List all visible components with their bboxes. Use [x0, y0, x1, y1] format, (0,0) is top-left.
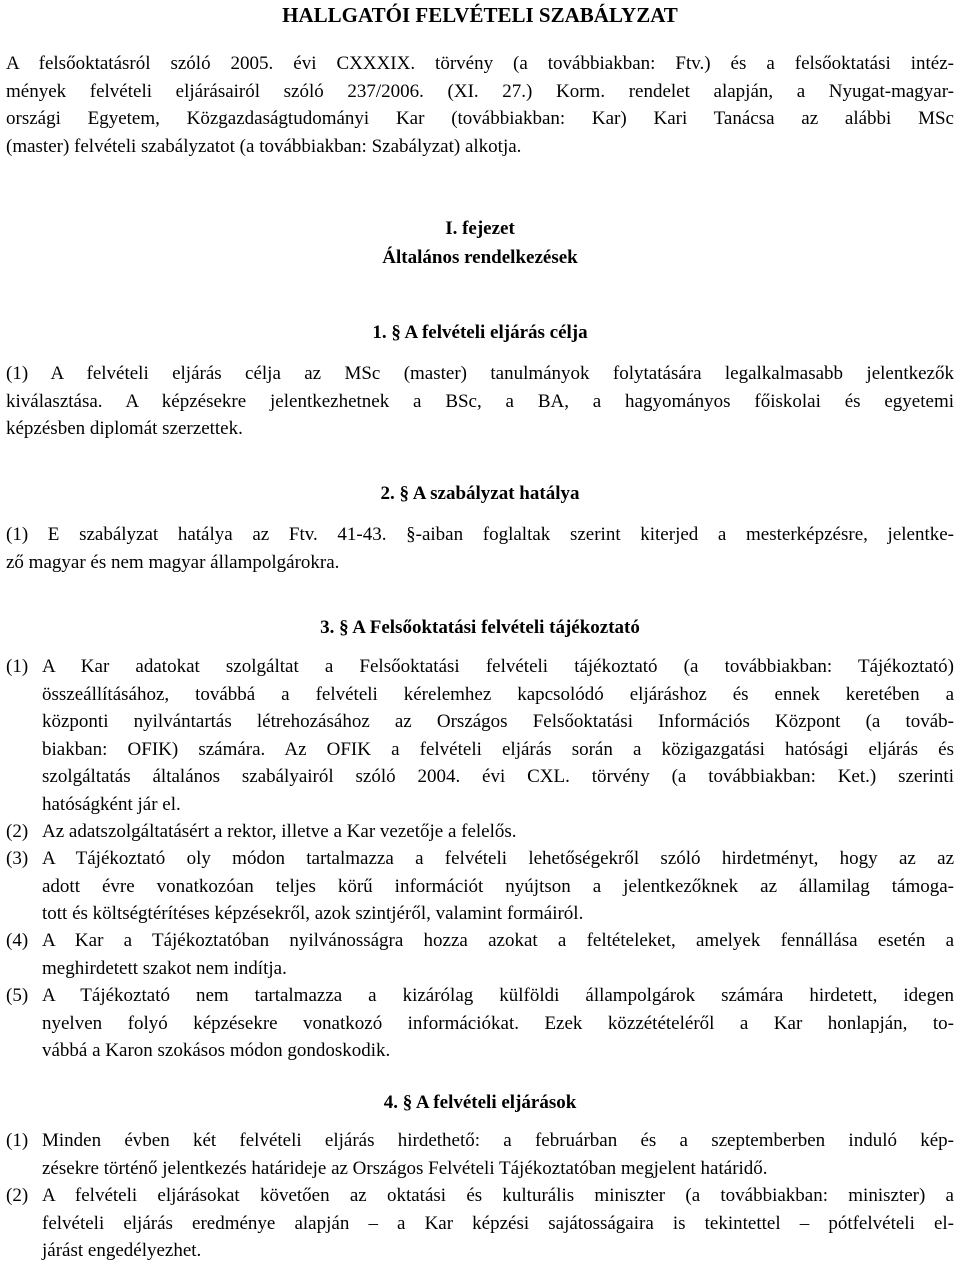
paragraph-line: szolgáltatás általános szabályairól szóló 2004. évi CXL. törvény (a továbbiakban: Ket.) szerinti [42, 766, 954, 787]
section-3-paragraph-2 [6, 818, 954, 846]
paragraph-line: kiválasztása. A képzésekre jelentkezhetnek a BSc, a BA, a hagyományos főiskolai és egyetemi [6, 390, 954, 412]
section-heading-1: 1. § A felvételi eljárás célja [372, 322, 588, 343]
intro-paragraph [6, 50, 954, 160]
paragraph-line: A Kar adatokat szolgáltat a Felsőoktatási felvételi tájékoztató (a továbbiakban: Tájékoztató) [42, 656, 954, 677]
section-4-paragraph-2 [6, 1182, 954, 1265]
paragraph-number: (4) [6, 930, 29, 951]
paragraph-number: (1) [6, 656, 29, 677]
paragraph-number: (2) [6, 1185, 29, 1206]
paragraph-line: zésekre történő jelentkezés határideje az Országos Felvételi Tájékoztatóban megjelent határidő. [42, 1157, 768, 1179]
section-3-paragraph-5 [6, 982, 954, 1065]
paragraph-line: A felvételi eljárásokat követően az oktatási és kulturális miniszter (a továbbiakban: miniszter) a [42, 1185, 954, 1206]
paragraph-line: tott és költségtérítéses képzésekről, azok szintjéről, valamint formáiról. [42, 903, 584, 924]
section-4-paragraph-1 [6, 1127, 954, 1182]
paragraph-line: (1) A felvételi eljárás célja az MSc (master) tanulmányok folytatására legalkalmasabb jelentkezők [6, 363, 954, 384]
paragraph-number: (3) [6, 848, 29, 869]
section-3-paragraph-4 [6, 927, 954, 982]
paragraph-line: vábbá a Karon szokásos módon gondoskodik. [42, 1040, 391, 1061]
paragraph-line: ző magyar és nem magyar állampolgárokra. [6, 551, 340, 573]
chapter-title: Általános rendelkezések [382, 247, 578, 268]
paragraph-line: A Tájékoztató oly módon tartalmazza a felvételi lehetőségekről szóló hirdetményt, hogy az az [42, 848, 954, 869]
paragraph-line: (1) E szabályzat hatálya az Ftv. 41-43. §-aiban foglaltak szerint kiterjed a mesterképzésre, jelentke- [6, 524, 954, 545]
paragraph-line: központi nyilvántartás létrehozásához az Országos Felsőoktatási Információs Központ (a továb- [42, 711, 954, 732]
section-heading-4: 4. § A felvételi eljárások [383, 1092, 577, 1113]
section-heading-2: 2. § A szabályzat hatálya [380, 483, 580, 504]
paragraph-line: felvételi eljárás eredménye alapján – a Kar képzési sajátosságaira is tekintettel – pótfelvételi el- [42, 1212, 954, 1234]
intro-line: országi Egyetem, Közgazdaságtudományi Kar (továbbiakban: Kar) Kari Tanácsa az alábbi MSc [6, 108, 954, 129]
section-3-paragraph-1 [6, 653, 954, 818]
intro-line: (master) felvételi szabályzatot (a továbbiakban: Szabályzat) alkotja. [6, 135, 522, 157]
paragraph-line: A Kar a Tájékoztatóban nyilvánosságra hozza azokat a feltételeket, amelyek fennállása esetén a [42, 930, 954, 951]
paragraph-line: meghirdetett szakot nem indítja. [42, 957, 287, 979]
paragraph-number: (2) [6, 821, 29, 842]
paragraph-line: biakban: OFIK) számára. Az OFIK a felvételi eljárás során a közigazgatási hatósági eljárás és [42, 738, 954, 760]
paragraph-number: (5) [6, 985, 29, 1006]
section-heading-3: 3. § A Felsőoktatási felvételi tájékoztató [320, 617, 640, 638]
chapter-number: I. fejezet [445, 218, 515, 239]
paragraph-line: nyelven folyó képzésekre vonatkozó információkat. Ezek közzétételéről a Kar honlapján, to- [42, 1012, 954, 1034]
paragraph-number: (1) [6, 1130, 29, 1151]
paragraph-line: hatóságként jár el. [42, 793, 181, 815]
paragraph-line: képzésben diplomát szerzettek. [6, 418, 243, 439]
chapter-heading [0, 214, 960, 272]
document-title: HALLGATÓI FELVÉTELI SZABÁLYZAT [282, 3, 678, 27]
paragraph-line: Minden évben két felvételi eljárás hirdethető: a februárban és a szeptemberben induló kép- [42, 1130, 954, 1151]
section-1-paragraph-1 [6, 360, 954, 443]
intro-line: A felsőoktatásról szóló 2005. évi CXXXIX. törvény (a továbbiakban: Ftv.) és a felsőoktatási intéz- [6, 53, 954, 74]
paragraph-line: A Tájékoztató nem tartalmazza a kizárólag külföldi állampolgárok számára hirdetett, idegen [42, 985, 954, 1006]
section-2-paragraph-1 [6, 521, 954, 576]
paragraph-line: összeállításához, továbbá a felvételi kérelemhez kapcsolódó eljáráshoz és ennek keretében a [42, 683, 954, 705]
paragraph-line: járást engedélyezhet. [42, 1240, 202, 1261]
intro-line: mények felvételi eljárásairól szóló 237/2006. (XI. 27.) Korm. rendelet alapján, a Nyugat-magyar- [6, 80, 954, 102]
paragraph-line: Az adatszolgáltatásért a rektor, illetve a Kar vezetője a felelős. [42, 821, 517, 842]
section-3-paragraph-3 [6, 845, 954, 928]
paragraph-line: adott évre vonatkozóan teljes körű információt nyújtson a jelentkezőknek az államilag támoga- [42, 875, 954, 897]
